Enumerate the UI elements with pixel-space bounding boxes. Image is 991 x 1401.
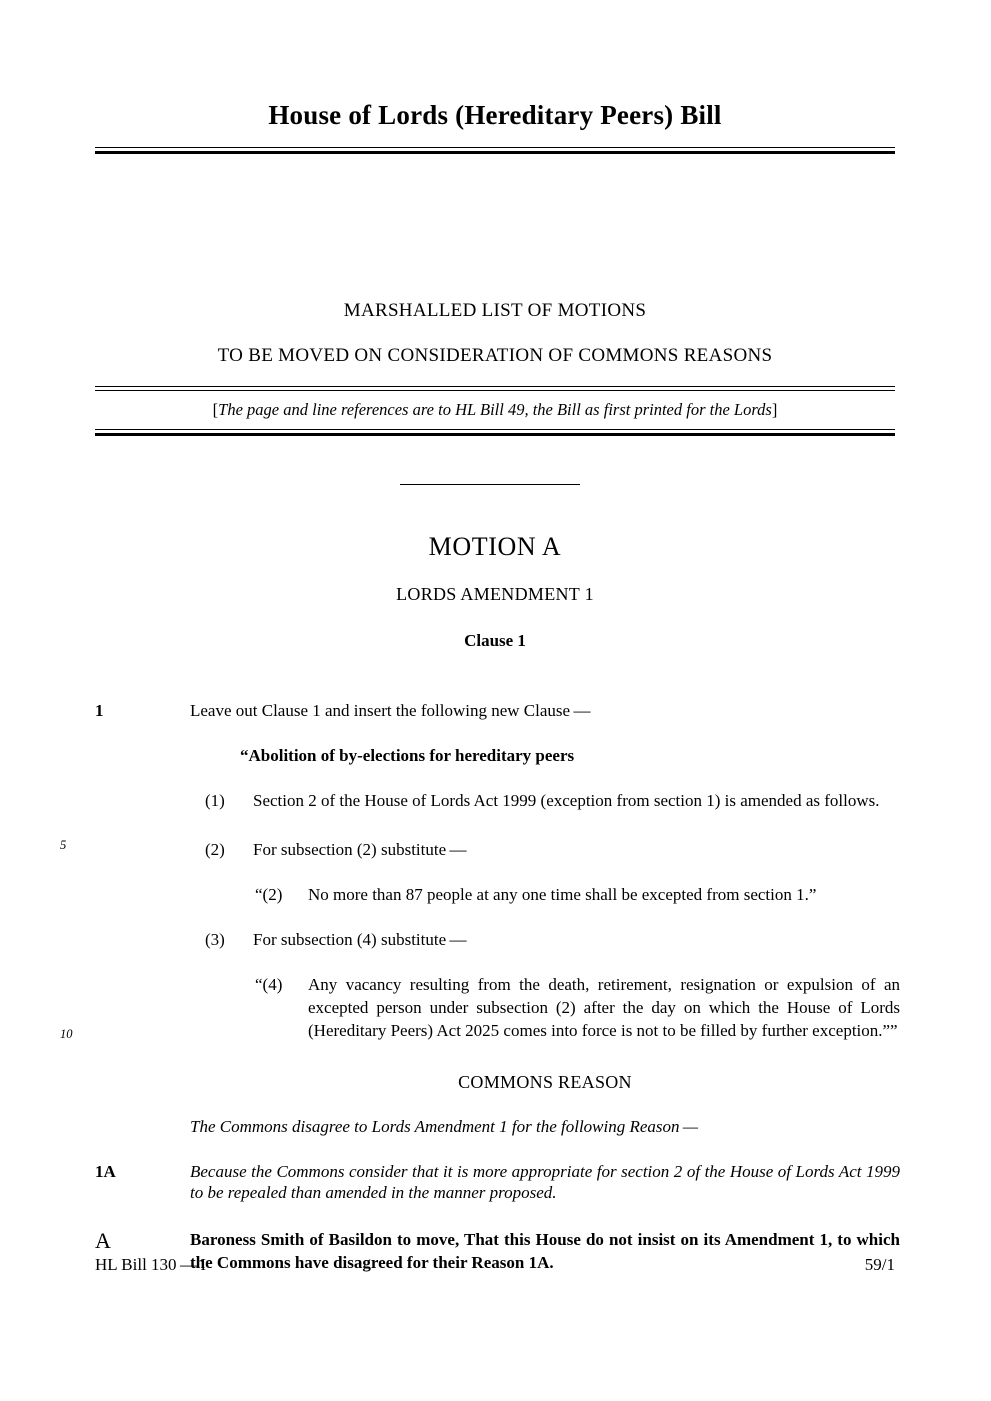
subsection-text: Section 2 of the House of Lords Act 1999 (exception from section 1) is amended as follows. [253, 790, 880, 810]
line-number-10: 10 [60, 1026, 73, 1041]
spacer [0, 1139, 991, 1161]
spacer [0, 768, 991, 790]
quoted-subsection-text: No more than 87 people at any one time shall be excepted from section 1.” [308, 884, 817, 904]
amendment-lead-in-text: Leave out Clause 1 and insert the following new Clause — [190, 701, 591, 720]
amendment-number: 1 [95, 701, 104, 720]
page-footer [95, 1255, 895, 1275]
reference-note [95, 391, 895, 429]
title-rule-thick [95, 151, 895, 154]
subsection-text: For subsection (4) substitute — [253, 929, 467, 949]
spacer [0, 1042, 991, 1072]
quoted-subsection-2 [255, 884, 900, 907]
spacer [0, 813, 991, 839]
spacer [0, 723, 991, 745]
page-title: House of Lords (Hereditary Peers) Bill [268, 100, 722, 130]
commons-reason-intro: The Commons disagree to Lords Amendment 1 for the following Reason — [190, 1117, 699, 1137]
motion-title: MOTION A [428, 532, 562, 561]
amendment-body [0, 700, 991, 1274]
quoted-item [255, 884, 900, 907]
quoted-subsection-text: Any vacancy resulting from the death, retirement, resignation or expulsion of an excepted person under subsection (2) after the day on which the House of Lords (Hereditary Peers) Act 2025 comes into force is not to be filled by further exception.”” [308, 974, 900, 1040]
subsection-list-2 [205, 839, 900, 862]
spacer [0, 907, 991, 929]
subsection-text: For subsection (2) substitute — [253, 839, 467, 859]
spacer [0, 1094, 991, 1116]
spacer [0, 952, 991, 974]
subsection-item [205, 929, 900, 952]
note-close-bracket: ] [771, 400, 778, 419]
quoted-item [255, 974, 900, 1043]
motion-heading-block [95, 533, 895, 652]
subsection-item [205, 790, 900, 813]
amendment-lead-in-row [0, 700, 991, 723]
spacer [0, 862, 991, 884]
quoted-subsection-number: “(4) [255, 974, 283, 994]
commons-reason-text: Because the Commons consider that it is more appropriate for section 2 of the House of Lords Act 1999 to be repealed than amended in the manner proposed. [190, 1161, 900, 1203]
reference-note-block [95, 386, 895, 436]
note-open-bracket: [ [212, 400, 219, 419]
bill-reference: HL Bill 130 — I [95, 1255, 207, 1274]
line-number-5: 5 [60, 837, 67, 852]
reason-number: 1A [95, 1161, 116, 1181]
lords-amendment-reference: LORDS AMENDMENT 1 [396, 583, 594, 604]
subsection-row-2 [0, 839, 991, 862]
clause-heading: Clause 1 [464, 631, 526, 651]
subsection-number: (2) [205, 839, 225, 859]
marshalled-list-heading [95, 300, 895, 368]
commons-reason-row [0, 1161, 991, 1204]
quoted-subsection-row-4 [0, 974, 991, 1043]
new-clause-heading: “Abolition of by-elections for hereditary peers [240, 745, 575, 765]
note-bottom-rule-thick [95, 433, 895, 436]
quoted-subsection-4 [255, 974, 900, 1043]
subsection-item [205, 839, 900, 862]
page-number: 59/1 [864, 1255, 895, 1274]
quoted-subsection-number: “(2) [255, 884, 283, 904]
subsection-number: (1) [205, 790, 225, 810]
motion-marker: A [95, 1228, 111, 1254]
heading-line-to-be-moved: TO BE MOVED ON CONSIDERATION OF COMMONS REASONS [217, 344, 773, 366]
heading-line-marshalled-list: MARSHALLED LIST OF MOTIONS [343, 300, 647, 321]
note-text: The page and line references are to HL Bill 49, the Bill as first printed for the Lords [218, 400, 772, 419]
subsection-list-1 [205, 790, 900, 813]
commons-reason-heading: COMMONS REASON [458, 1072, 632, 1093]
motion-a-text: Baroness Smith of Basildon to move, That this House do not insist on its Amendment 1, to which the Commons have disagreed for their Reason 1A. [190, 1230, 900, 1272]
title-block [95, 100, 895, 154]
section-divider-rule [400, 484, 580, 485]
subsection-number: (3) [205, 929, 225, 949]
subsection-list-3 [205, 929, 900, 952]
